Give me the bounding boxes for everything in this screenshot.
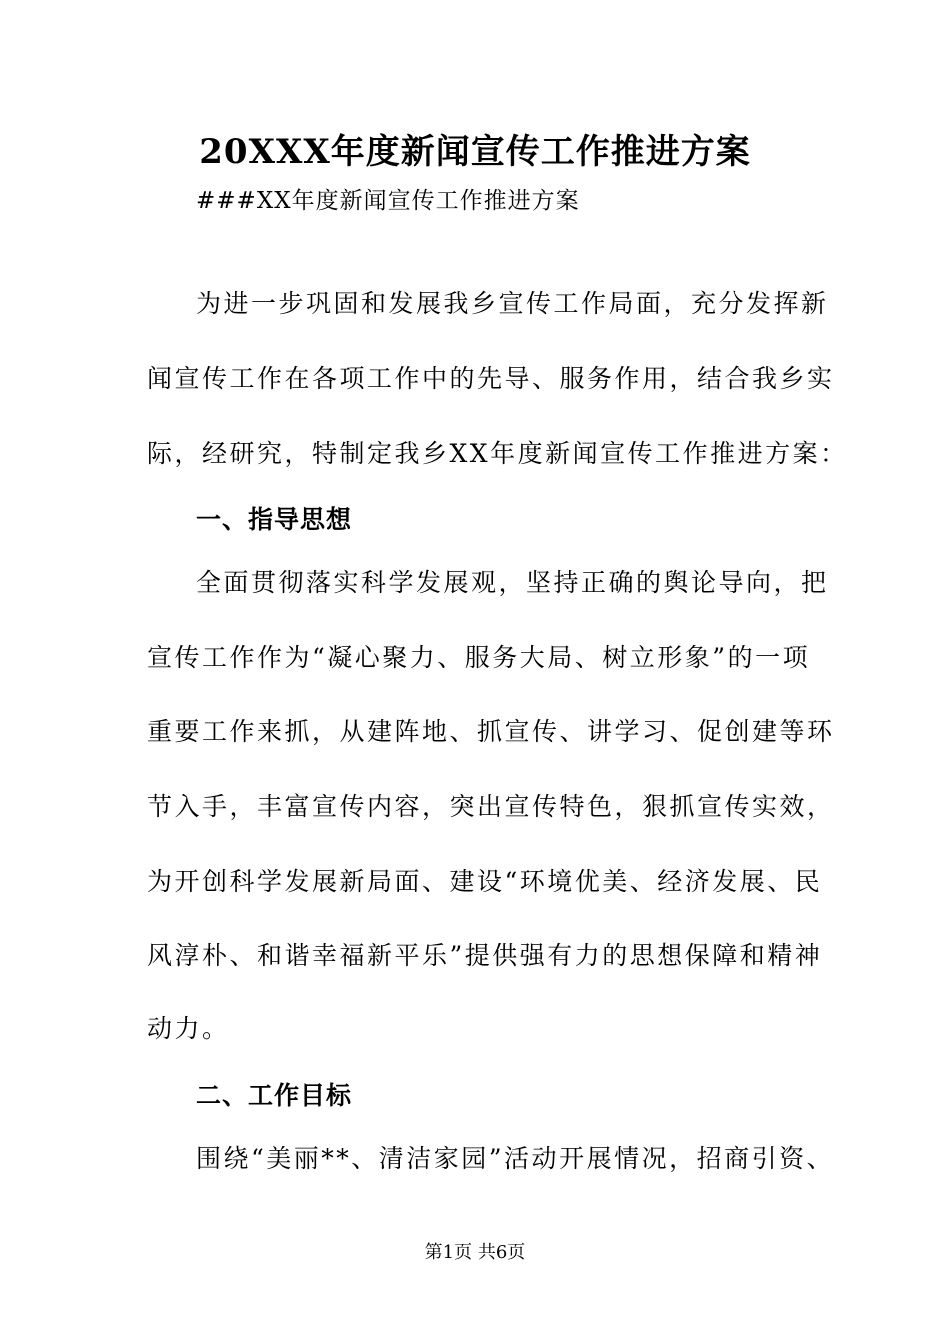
paragraph-line: 宣传工作作为“凝心聚力、服务大局、树立形象”的一项	[147, 643, 811, 672]
paragraph-line: 动力。	[147, 1014, 230, 1043]
paragraph-line: 节入手，丰富宣传内容，突出宣传特色，狠抓宣传实效，	[147, 792, 835, 821]
paragraph-line: 际，经研究，特制定我乡XX年度新闻宣传工作推进方案：	[147, 439, 848, 468]
section-heading: 一、指导思想	[196, 505, 353, 534]
paragraph-line: 为进一步巩固和发展我乡宣传工作局面，充分发挥新	[196, 289, 829, 318]
section-heading: 二、工作目标	[196, 1081, 353, 1110]
paragraph-line: 重要工作来抓，从建阵地、抓宣传、讲学习、促创建等环	[147, 717, 835, 746]
paragraph-line: 风淳朴、和谐幸福新平乐”提供强有力的思想保障和精神	[147, 941, 823, 970]
page-footer: 第1页 共6页	[424, 1242, 526, 1263]
document-subtitle: ###XX年度新闻宣传工作推进方案	[196, 188, 580, 214]
document-title: 20XXX年度新闻宣传工作推进方案	[199, 132, 751, 172]
paragraph-line: 围绕“美丽**、清洁家园”活动开展情况，招商引资、	[196, 1144, 835, 1173]
paragraph-line: 闻宣传工作在各项工作中的先导、服务作用，结合我乡实	[147, 364, 835, 393]
paragraph-line: 全面贯彻落实科学发展观，坚持正确的舆论导向，把	[196, 568, 829, 597]
paragraph-line: 为开创科学发展新局面、建设“环境优美、经济发展、民	[147, 867, 823, 896]
